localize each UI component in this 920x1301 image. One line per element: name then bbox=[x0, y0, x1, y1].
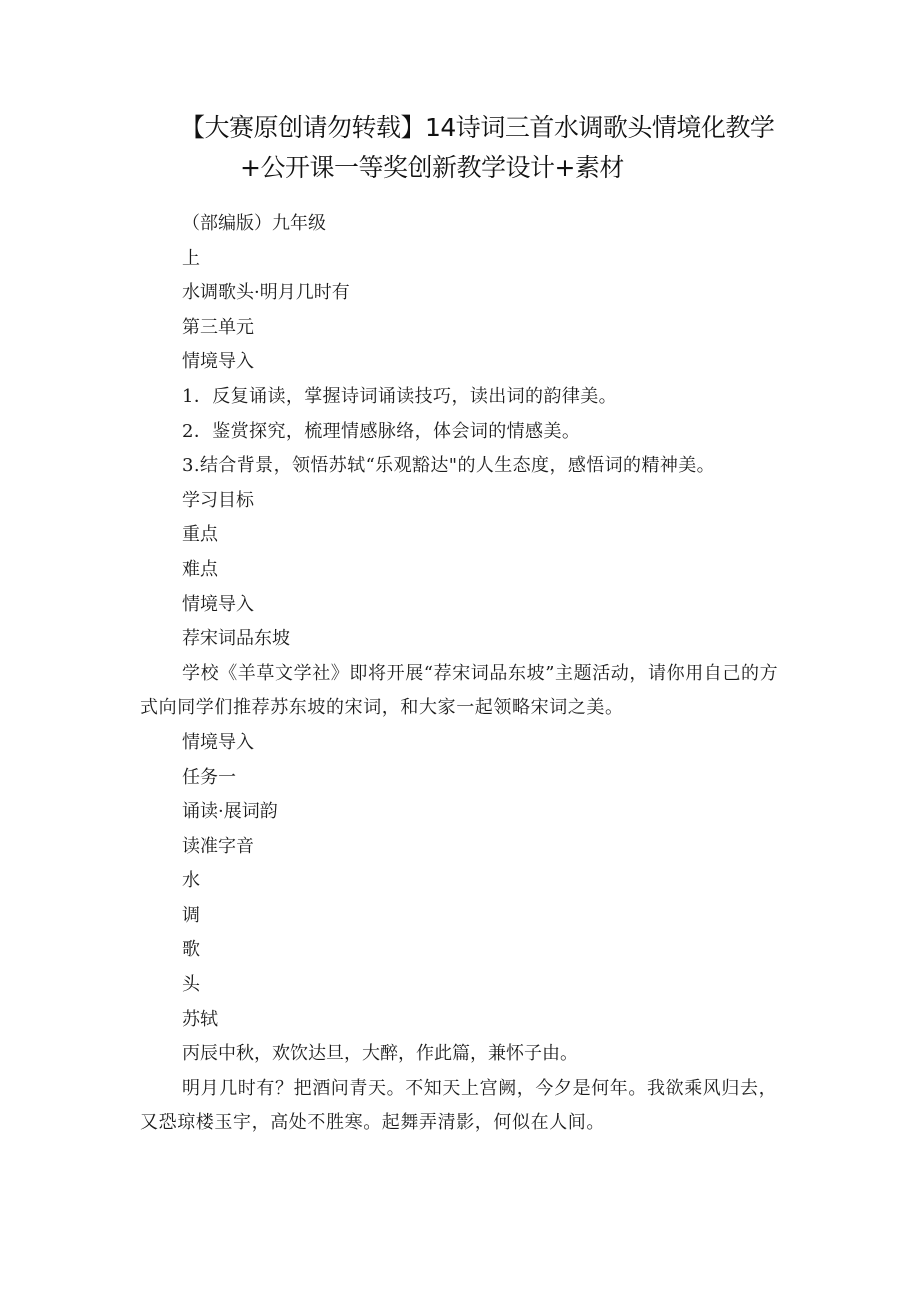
paragraph-section-heading: 情境导入 bbox=[182, 731, 254, 753]
paragraph-section-heading: 情境导入 bbox=[182, 351, 254, 373]
paragraph-author: 苏轼 bbox=[182, 1008, 218, 1030]
paragraph-poem-text: 明月几时有？把酒问青天。不知天上宫阙，今夕是何年。我欲乘风归去，又恐琼楼玉宇，高处不胜寒。起舞弄清影，何似在人间。 bbox=[140, 1077, 778, 1134]
paragraph-char: 歌 bbox=[182, 939, 200, 961]
paragraph-char: 调 bbox=[182, 904, 200, 926]
paragraph-goal-3: 3.结合背景，领悟苏轼“乐观豁达"的人生态度，感悟词的精神美。 bbox=[182, 455, 716, 477]
paragraph-char: 水 bbox=[182, 870, 200, 892]
paragraph-key-point: 重点 bbox=[182, 524, 218, 546]
paragraph-task-title: 诵读·展词韵 bbox=[182, 801, 278, 823]
paragraph-task: 任务一 bbox=[182, 766, 236, 788]
title-line-2: +公开课一等奖创新教学设计+素材 bbox=[240, 153, 624, 182]
paragraph-learning-goals: 学习目标 bbox=[182, 489, 254, 511]
paragraph-activity-name: 荐宋词品东坡 bbox=[182, 628, 290, 650]
document-body bbox=[140, 207, 785, 1141]
paragraph-unit: 第三单元 bbox=[182, 316, 254, 338]
paragraph-volume: 上 bbox=[182, 247, 200, 269]
title-line-1: 【大赛原创请勿转载】14诗词三首水调歌头情境化教学 bbox=[180, 113, 775, 142]
paragraph-edition: （部编版）九年级 bbox=[182, 213, 326, 234]
paragraph-poem-title: 水调歌头·明月几时有 bbox=[182, 282, 350, 304]
paragraph-section-heading: 情境导入 bbox=[182, 593, 254, 615]
paragraph-goal-1: 1．反复诵读，掌握诗词诵读技巧，读出词的韵律美。 bbox=[182, 385, 618, 407]
paragraph-goal-2: 2．鉴赏探究，梳理情感脉络，体会词的情感美。 bbox=[182, 420, 581, 442]
document-title bbox=[180, 108, 800, 188]
paragraph-preface: 丙辰中秋，欢饮达旦，大醉，作此篇，兼怀子由。 bbox=[182, 1043, 578, 1065]
paragraph-activity-description: 学校《羊草文学社》即将开展“荐宋词品东坡”主题活动，请你用自己的方式向同学们推荐苏东坡的宋词，和大家一起领略宋词之美。 bbox=[140, 662, 779, 719]
paragraph-difficulty: 难点 bbox=[182, 558, 218, 580]
paragraph-subtask: 读准字音 bbox=[182, 835, 254, 857]
paragraph-char: 头 bbox=[182, 974, 200, 996]
